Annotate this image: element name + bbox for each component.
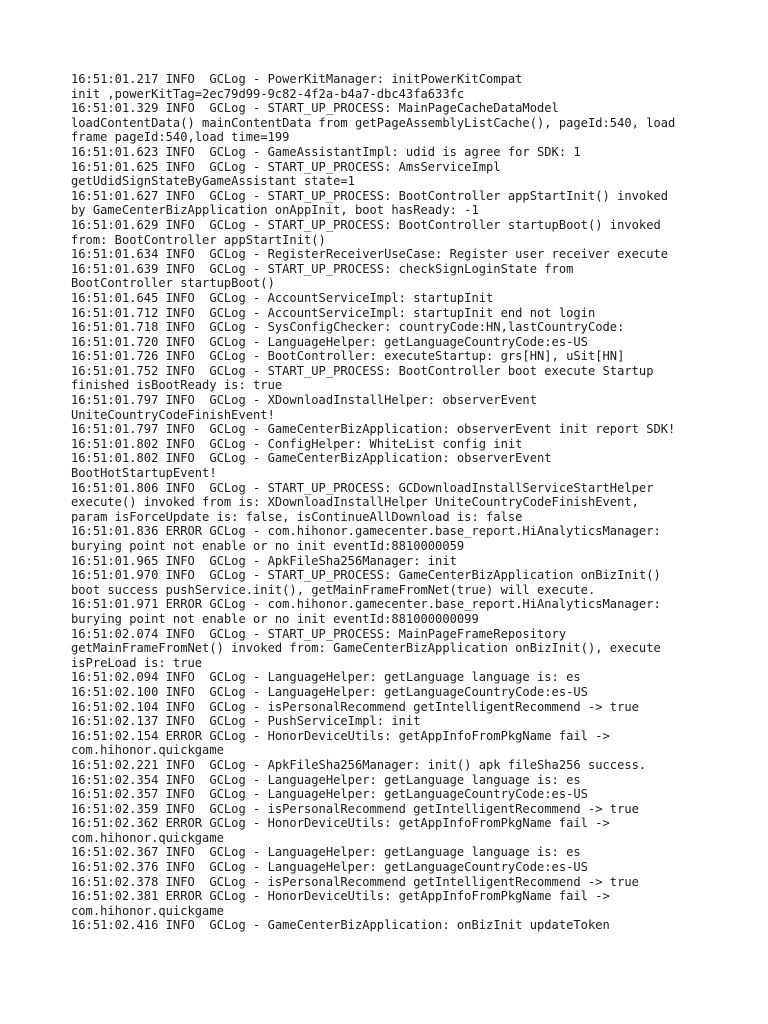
- log-line: by GameCenterBizApplication onAppInit, boot hasReady: -1: [71, 203, 479, 218]
- log-line: 16:51:02.416 INFO GCLog - GameCenterBizApplication: onBizInit updateToken: [71, 918, 610, 933]
- log-line: 16:51:01.639 INFO GCLog - START_UP_PROCESS: checkSignLoginState from: [71, 261, 574, 276]
- log-line: 16:51:01.797 INFO GCLog - XDownloadInstallHelper: observerEvent: [71, 393, 537, 408]
- log-line: 16:51:01.625 INFO GCLog - START_UP_PROCESS: AmsServiceImpl: [71, 159, 501, 174]
- log-line: 16:51:01.634 INFO GCLog - RegisterReceiverUseCase: Register user receiver execute: [71, 247, 669, 262]
- log-line: getMainFrameFromNet() invoked from: GameCenterBizApplication onBizInit(), execute: [71, 641, 661, 656]
- log-line: 16:51:02.354 INFO GCLog - LanguageHelper: getLanguage language is: es: [71, 772, 581, 787]
- log-line: 16:51:02.378 INFO GCLog - isPersonalRecommend getIntelligentRecommend -> true: [71, 874, 639, 889]
- log-line: 16:51:02.357 INFO GCLog - LanguageHelper: getLanguageCountryCode:es-US: [71, 787, 588, 802]
- log-line: init ,powerKitTag=2ec79d99-9c82-4f2a-b4a7-dbc43fa633fc: [71, 86, 465, 101]
- log-line: 16:51:01.718 INFO GCLog - SysConfigChecker: countryCode:HN,lastCountryCode:: [71, 320, 625, 335]
- log-line: loadContentData() mainContentData from getPageAssemblyListCache(), pageId:540, load: [71, 115, 676, 130]
- log-line: 16:51:01.712 INFO GCLog - AccountServiceImpl: startupInit end not login: [71, 305, 596, 320]
- log-line: UniteCountryCodeFinishEvent!: [71, 407, 275, 422]
- log-line: 16:51:01.752 INFO GCLog - START_UP_PROCESS: BootController boot execute Startup: [71, 363, 654, 378]
- log-line: 16:51:02.074 INFO GCLog - START_UP_PROCESS: MainPageFrameRepository: [71, 626, 567, 641]
- log-line: com.hihonor.quickgame: [71, 903, 224, 918]
- log-line: 16:51:02.154 ERROR GCLog - HonorDeviceUtils: getAppInfoFromPkgName fail ->: [71, 728, 610, 743]
- log-line: 16:51:02.362 ERROR GCLog - HonorDeviceUtils: getAppInfoFromPkgName fail ->: [71, 816, 610, 831]
- log-line: finished isBootReady is: true: [71, 378, 283, 393]
- log-line: 16:51:01.836 ERROR GCLog - com.hihonor.gamecenter.base_report.HiAnalyticsManager:: [71, 524, 661, 539]
- log-line: 16:51:01.217 INFO GCLog - PowerKitManager: initPowerKitCompat: [71, 72, 523, 86]
- log-line: from: BootController appStartInit(): [71, 232, 326, 247]
- log-line: com.hihonor.quickgame: [71, 743, 224, 758]
- log-line: 16:51:02.104 INFO GCLog - isPersonalRecommend getIntelligentRecommend -> true: [71, 699, 639, 714]
- log-line: 16:51:02.376 INFO GCLog - LanguageHelper: getLanguageCountryCode:es-US: [71, 860, 588, 875]
- log-line: 16:51:02.100 INFO GCLog - LanguageHelper: getLanguageCountryCode:es-US: [71, 684, 588, 699]
- log-line: frame pageId:540,load time=199: [71, 130, 290, 145]
- log-line: 16:51:02.359 INFO GCLog - isPersonalRecommend getIntelligentRecommend -> true: [71, 801, 639, 816]
- log-line: BootHotStartupEvent!: [71, 466, 217, 481]
- log-line: 16:51:02.221 INFO GCLog - ApkFileSha256Manager: init() apk fileSha256 success.: [71, 757, 647, 772]
- log-line: 16:51:01.645 INFO GCLog - AccountServiceImpl: startupInit: [71, 290, 494, 305]
- log-line: 16:51:01.971 ERROR GCLog - com.hihonor.gamecenter.base_report.HiAnalyticsManager:: [71, 597, 661, 612]
- log-line: com.hihonor.quickgame: [71, 830, 224, 845]
- log-line: 16:51:02.094 INFO GCLog - LanguageHelper: getLanguage language is: es: [71, 670, 581, 685]
- log-line: 16:51:02.381 ERROR GCLog - HonorDeviceUtils: getAppInfoFromPkgName fail ->: [71, 889, 610, 904]
- log-line: 16:51:01.720 INFO GCLog - LanguageHelper: getLanguageCountryCode:es-US: [71, 334, 588, 349]
- log-line: 16:51:01.806 INFO GCLog - START_UP_PROCESS: GCDownloadInstallServiceStartHelper: [71, 480, 654, 495]
- log-line: burying point not enable or no init eventId:8810000059: [71, 539, 465, 553]
- log-line: 16:51:01.797 INFO GCLog - GameCenterBizApplication: observerEvent init report SDK!: [71, 422, 676, 437]
- log-line: 16:51:01.627 INFO GCLog - START_UP_PROCESS: BootController appStartInit() invoked: [71, 188, 669, 203]
- log-line: burying point not enable or no init eventId:881000000099: [71, 611, 479, 626]
- log-line: isPreLoad is: true: [71, 655, 203, 670]
- log-line: 16:51:01.965 INFO GCLog - ApkFileSha256Manager: init: [71, 553, 457, 568]
- log-line: 16:51:01.629 INFO GCLog - START_UP_PROCESS: BootController startupBoot() invoked: [71, 217, 661, 232]
- log-line: getUdidSignStateByGameAssistant state=1: [71, 174, 355, 189]
- log-line: 16:51:01.802 INFO GCLog - ConfigHelper: WhiteList config init: [71, 436, 523, 451]
- log-line: BootController startupBoot(): [71, 276, 275, 291]
- log-line: 16:51:01.802 INFO GCLog - GameCenterBizApplication: observerEvent: [71, 451, 552, 466]
- log-line: boot success pushService.init(), getMainFrameFromNet(true) will execute.: [71, 582, 596, 597]
- log-line: 16:51:01.726 INFO GCLog - BootController: executeStartup: grs[HN], uSit[HN]: [71, 349, 625, 364]
- log-line: 16:51:02.367 INFO GCLog - LanguageHelper: getLanguage language is: es: [71, 845, 581, 860]
- log-line: execute() invoked from is: XDownloadInstallHelper UniteCountryCodeFinishEvent,: [71, 495, 639, 510]
- log-line: 16:51:02.137 INFO GCLog - PushServiceImpl: init: [71, 714, 421, 729]
- log-line: 16:51:01.329 INFO GCLog - START_UP_PROCESS: MainPageCacheDataModel: [71, 101, 559, 116]
- log-line: 16:51:01.970 INFO GCLog - START_UP_PROCESS: GameCenterBizApplication onBizInit(): [71, 568, 661, 583]
- log-line: param isForceUpdate is: false, isContinueAllDownload is: false: [71, 509, 523, 524]
- log-line: 16:51:01.623 INFO GCLog - GameAssistantImpl: udid is agree for SDK: 1: [71, 144, 581, 159]
- log-document: [71, 72, 761, 933]
